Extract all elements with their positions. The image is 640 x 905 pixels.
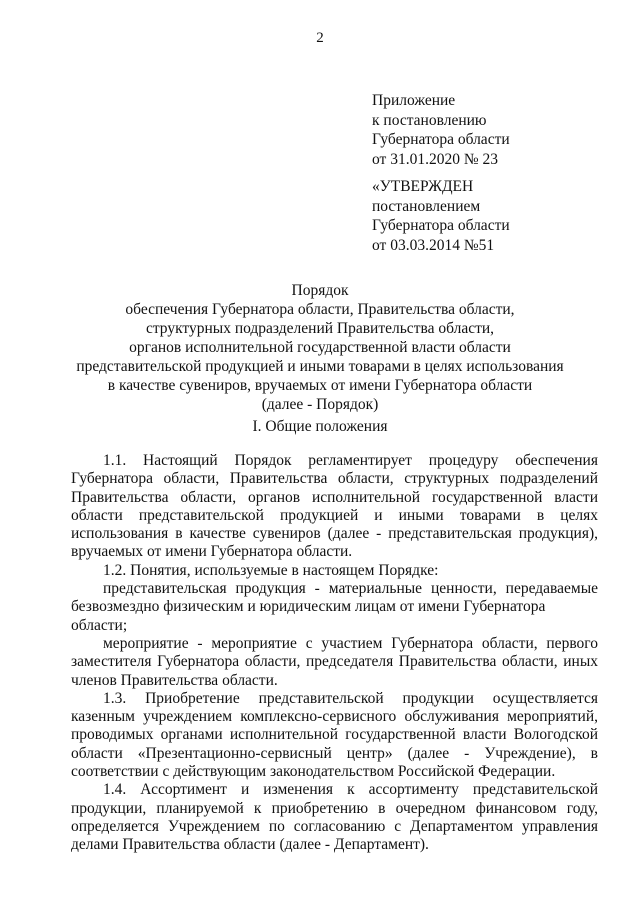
text-line: 1.4. Ассортимент и изменения к ассортименту представительской: [103, 781, 598, 799]
approval-line: от 03.03.2014 №51: [372, 236, 495, 254]
appendix-line: от 31.01.2020 № 23: [372, 150, 498, 168]
title-line: представительской продукцией и иными товарами в целях использования: [76, 358, 564, 375]
paragraph-definition-event: [71, 635, 598, 690]
title-line: структурных подразделений Правительства области,: [145, 320, 495, 337]
text-line: вручаемых от имени Губернатора области.: [71, 543, 353, 561]
text-line: членов Правительства области.: [71, 671, 278, 689]
document-title: [0, 281, 640, 414]
text-line: области «Презентационно-сервисный центр» (далее - Учреждение), в: [71, 744, 598, 762]
text-line: использования в качестве сувениров (далее - представительская продукция),: [71, 525, 598, 543]
title-line: органов исполнительной государственной власти области: [129, 339, 511, 356]
approval-line: Губернатора области: [372, 217, 510, 234]
text-line: казенным учреждением комплексно-сервисного обслуживания мероприятий,: [71, 708, 598, 726]
text-line: продукции, планируемой к приобретению в очередном финансовом году,: [71, 799, 598, 817]
paragraph-1-4: [71, 781, 598, 854]
text-line: 1.3. Приобретение представительской продукции осуществляется: [103, 689, 598, 707]
appendix-line: Приложение: [372, 92, 456, 109]
text-line: проводимых органами исполнительной государственной власти Вологодской: [71, 726, 598, 744]
text-line: безвозмездно физическим и юридическим лицам от имени Губернатора области;: [71, 598, 546, 634]
text-line: заместителя Губернатора области, председателя Правительства области, иных: [71, 653, 598, 671]
text-line: 1.2. Понятия, используемые в настоящем Порядке:: [103, 561, 439, 579]
paragraph-definition-product: [71, 580, 598, 635]
text-line: Правительства области, органов исполнительной государственной власти: [71, 488, 598, 506]
paragraph-1-2: [71, 562, 598, 580]
appendix-line: Губернатора области: [372, 131, 510, 148]
section-heading: I. Общие положения: [252, 418, 388, 435]
text-line: Губернатора области, Правительства области, структурных подразделений: [71, 470, 598, 488]
text-line: мероприятие - мероприятие с участием Губернатора области, первого: [103, 634, 598, 652]
paragraph-1-3: [71, 690, 598, 781]
document-body: [71, 452, 598, 855]
approval-line: постановлением: [372, 197, 481, 215]
text-line: соответствии с действующим законодательством Российской Федерации.: [71, 763, 556, 781]
title-line: в качестве сувениров, вручаемых от имени Губернатора области: [107, 377, 533, 394]
title-line: Порядок: [291, 282, 349, 299]
text-line: области представительской продукцией и иными товарами в целях: [71, 506, 598, 524]
text-line: представительская продукция - материальные ценности, передаваемые: [103, 580, 598, 598]
title-line: обеспечения Губернатора области, Правительства области,: [125, 301, 515, 318]
page-number: 2: [316, 30, 324, 46]
approval-line: «УТВЕРЖДЕН: [372, 178, 474, 195]
appendix-line: к постановлению: [372, 111, 487, 129]
appendix-block: [372, 91, 510, 169]
text-line: делами Правительства области (далее - Департамент).: [71, 836, 429, 854]
approval-block: [372, 177, 510, 255]
title-line: (далее - Порядок): [261, 396, 379, 413]
text-line: 1.1. Настоящий Порядок регламентирует процедуру обеспечения: [103, 452, 598, 469]
paragraph-1-1: [71, 452, 598, 562]
text-line: определяется Учреждением по согласованию с Департаментом управления: [71, 817, 598, 835]
